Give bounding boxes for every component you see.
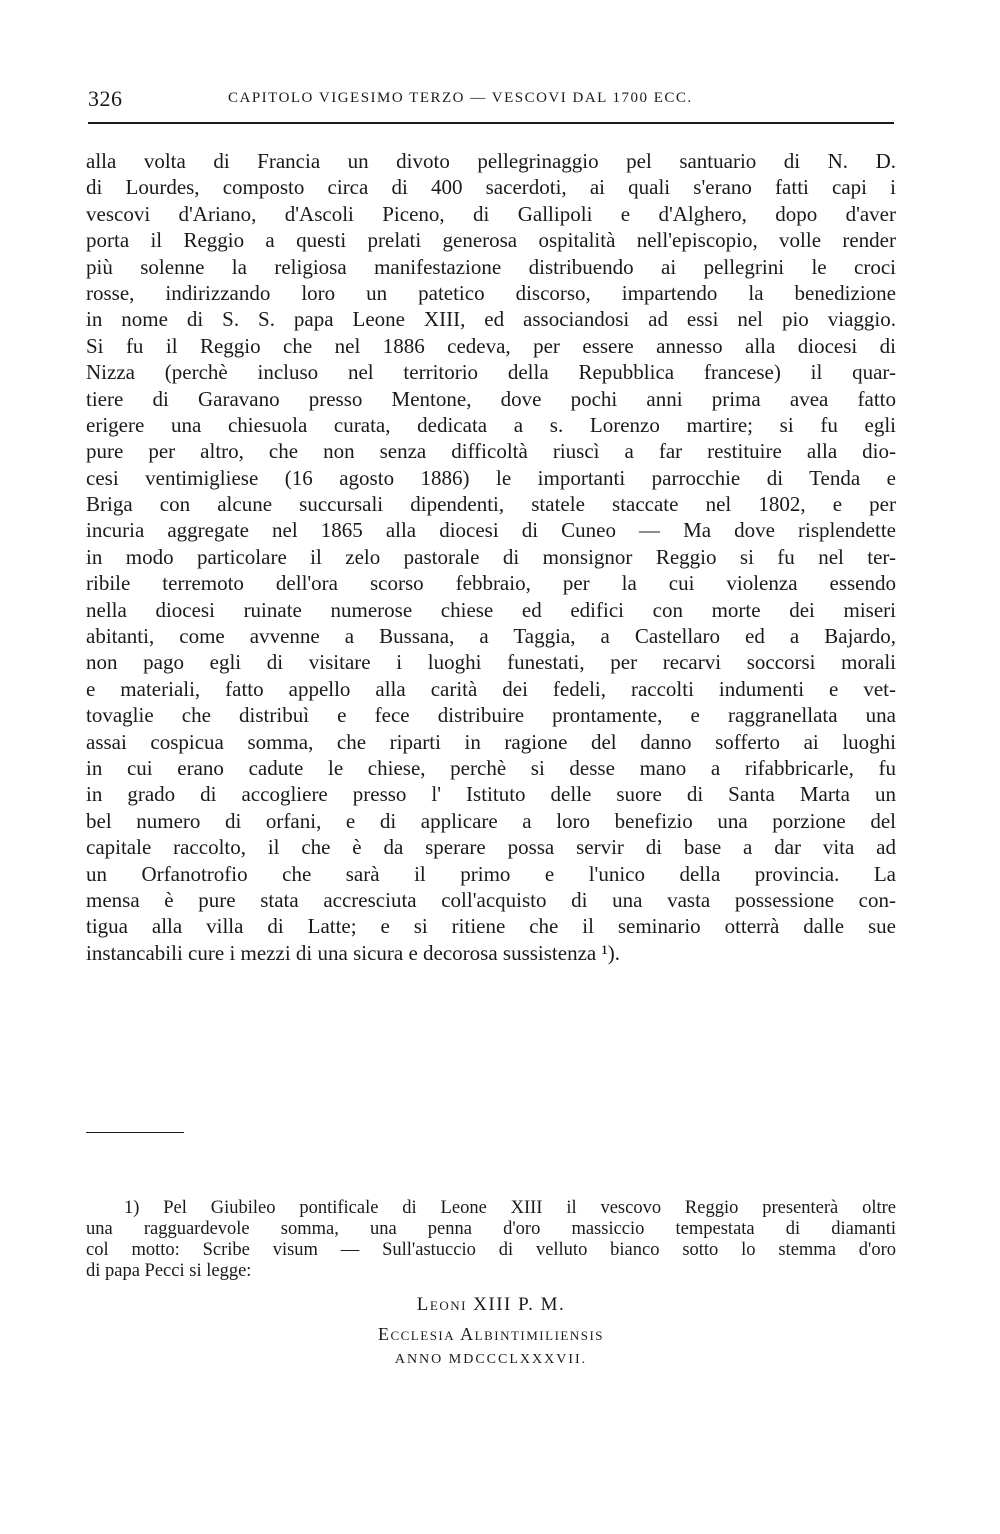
main-text: [86, 148, 896, 966]
text-line: rosse, indirizzando loro un patetico discorso, impartendo la benedizione: [86, 280, 896, 305]
page-header: [88, 84, 893, 114]
text-line: non pago egli di visitare i luoghi funestati, per recarvi soccorsi morali: [86, 650, 896, 675]
text-line: Briga con alcune succursali dipendenti, statele staccate nel 1802, e per: [86, 492, 896, 517]
footnote-line: 1) Pel Giubileo pontificale di Leone XIII il vescovo Reggio presenterà oltre: [124, 1198, 896, 1218]
text-line: pure per altro, che non senza difficoltà riuscì a far restituire alla dio-: [86, 439, 896, 464]
text-line: instancabili cure i mezzi di una sicura e decorosa sussistenza ¹).: [86, 940, 621, 965]
text-line: erigere una chiesuola curata, dedicata a s. Lorenzo martire; si fu egli: [86, 412, 896, 437]
footnote-rule: [86, 1132, 184, 1133]
text-line: cesi ventimigliese (16 agosto 1886) le importanti parrocchie di Tenda e: [86, 465, 896, 490]
text-line: nella diocesi ruinate numerose chiese ed edifici con morte dei miseri: [86, 597, 896, 622]
text-line: in grado di accogliere presso l' Istituto delle suore di Santa Marta un: [86, 782, 896, 807]
footnote-line: col motto: Scribe visum — Sull'astuccio di velluto bianco sotto lo stemma d'oro: [86, 1240, 896, 1260]
text-line: assai cospicua somma, che riparti in ragione del danno sofferto ai luoghi: [86, 729, 896, 754]
text-line: porta il Reggio a questi prelati generosa ospitalità nell'episcopio, volle render: [86, 228, 896, 253]
text-line: incuria aggregate nel 1865 alla diocesi di Cuneo — Ma dove risplendette: [86, 518, 896, 543]
text-line: Nizza (perchè incluso nel territorio della Repubblica francese) il quar-: [86, 360, 896, 385]
inscription-line: Ecclesia Albintimiliensis: [377, 1324, 605, 1344]
inscription-line: ANNO MDCCCLXXXVII.: [394, 1352, 588, 1367]
text-line: di Lourdes, composto circa di 400 sacerdoti, ai quali s'erano fatti capi i: [86, 175, 896, 200]
text-line: tovaglie che distribuì e fece distribuire prontamente, e raggranellata una: [86, 703, 896, 728]
page-number: 326: [88, 86, 123, 111]
footnote: [86, 1198, 896, 1282]
text-line: in cui erano cadute le chiese, perchè si desse mano a rifabbricarle, fu: [86, 755, 896, 780]
inscription-line: Leoni XIII P. M.: [416, 1294, 566, 1315]
text-line: ribile terremoto dell'ora scorso febbraio, per la cui violenza essendo: [86, 571, 896, 596]
footnote-line: di papa Pecci si legge:: [86, 1261, 252, 1281]
text-line: in nome di S. S. papa Leone XIII, ed associandosi ad essi nel pio viaggio.: [86, 307, 896, 332]
text-line: più solenne la religiosa manifestazione distribuendo ai pellegrini le croci: [86, 254, 896, 279]
text-line: capitale raccolto, il che è da sperare possa servir di base a dar vita ad: [86, 835, 896, 860]
text-line: tigua alla villa di Latte; e si ritiene che il seminario otterrà dalle sue: [86, 914, 896, 939]
text-line: in modo particolare il zelo pastorale di monsignor Reggio si fu nel ter-: [86, 544, 896, 569]
text-line: alla volta di Francia un divoto pellegrinaggio pel santuario di N. D.: [86, 149, 896, 173]
text-line: vescovi d'Ariano, d'Ascoli Piceno, di Gallipoli e d'Alghero, dopo d'aver: [86, 201, 896, 226]
text-line: abitanti, come avvenne a Bussana, a Taggia, a Castellaro ed a Bajardo,: [86, 624, 896, 649]
text-line: un Orfanotrofio che sarà il primo e l'unico della provincia. La: [86, 861, 896, 886]
text-line: tiere di Garavano presso Mentone, dove pochi anni prima avea fatto: [86, 386, 896, 411]
text-line: Si fu il Reggio che nel 1886 cedeva, per essere annesso alla diocesi di: [86, 333, 896, 358]
running-head: CAPITOLO VIGESIMO TERZO — VESCOVI DAL 1700 ECC.: [228, 90, 693, 106]
text-line: bel numero di orfani, e di applicare a loro benefizio una porzione del: [86, 808, 896, 833]
text-line: mensa è pure stata accresciuta coll'acquisto di una vasta possessione con-: [86, 887, 896, 912]
header-rule: [88, 122, 894, 124]
text-line: e materiali, fatto appello alla carità dei fedeli, raccolti indumenti e vet-: [86, 676, 896, 701]
footnote-line: una ragguardevole somma, una penna d'oro massiccio tempestata di diamanti: [86, 1219, 896, 1239]
